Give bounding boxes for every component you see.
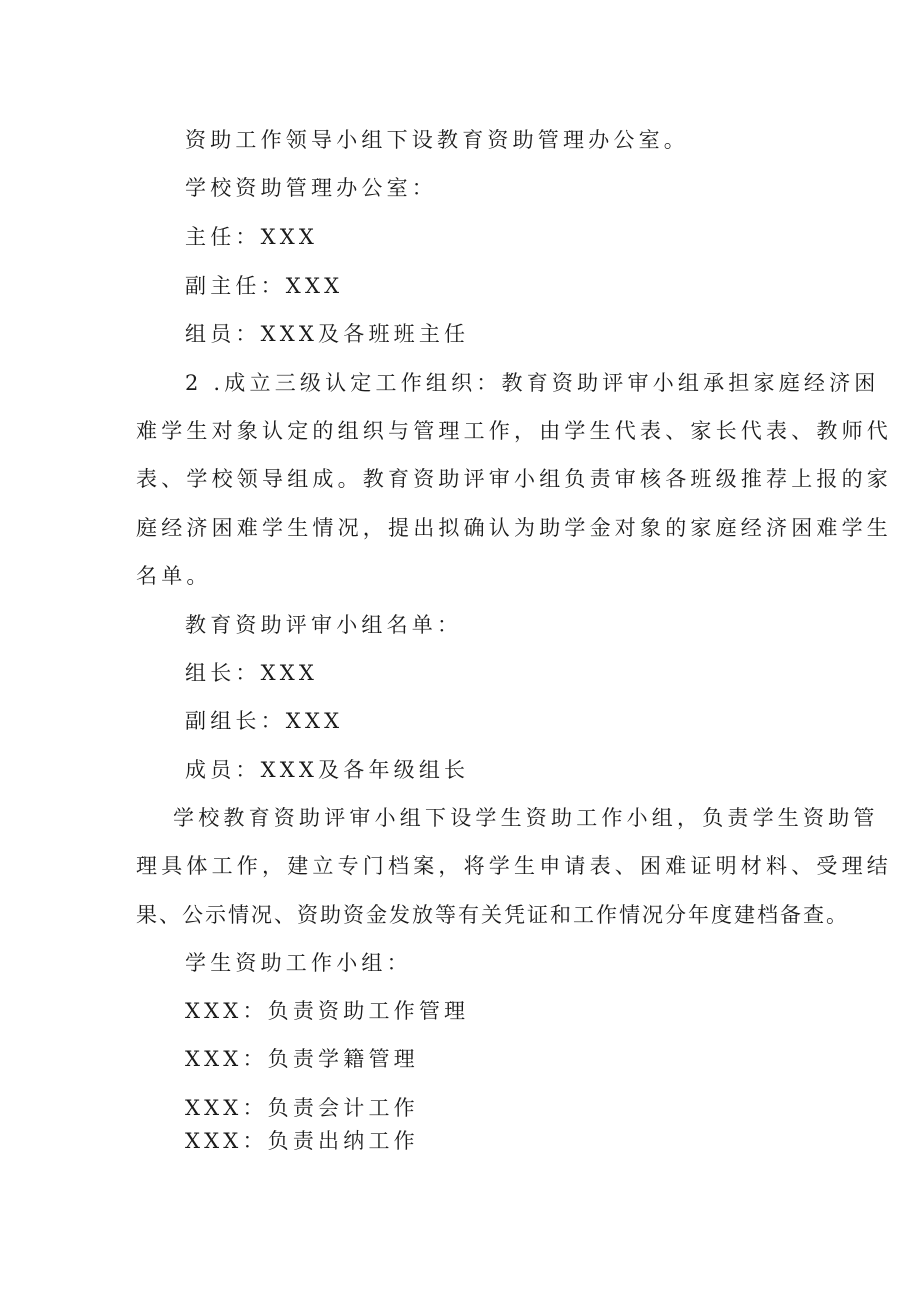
paragraph-line: 难学生对象认定的组织与管理工作，由学生代表、家长代表、教师代 bbox=[136, 419, 892, 443]
paragraph-line: 学校教育资助评审小组下设学生资助工作小组，负责学生资助管 bbox=[173, 806, 879, 830]
paragraph-line: 2 .成立三级认定工作组织：教育资助评审小组承担家庭经济困 bbox=[185, 371, 880, 395]
paragraph-line: 学校资助管理办公室： bbox=[185, 176, 437, 200]
paragraph-line: 成员：XXX及各年级组长 bbox=[185, 758, 470, 782]
paragraph-line: XXX：负责会计工作 bbox=[185, 1096, 419, 1120]
paragraph-line: 组长：XXX bbox=[185, 661, 319, 685]
paragraph-line: 主任：XXX bbox=[185, 225, 319, 249]
paragraph-line: XXX：负责出纳工作 bbox=[185, 1129, 419, 1153]
paragraph-line: 副组长：XXX bbox=[185, 709, 344, 733]
paragraph-line: 教育资助评审小组名单： bbox=[185, 613, 463, 637]
paragraph-line: 果、公示情况、资助资金发放等有关凭证和工作情况分年度建档备查。 bbox=[136, 903, 849, 927]
paragraph-line: 副主任：XXX bbox=[185, 274, 344, 298]
paragraph-line: 学生资助工作小组： bbox=[185, 951, 412, 975]
paragraph-line: 理具体工作，建立专门档案，将学生申请表、困难证明材料、受理结 bbox=[136, 854, 892, 878]
paragraph-line: 庭经济困难学生情况，提出拟确认为助学金对象的家庭经济困难学生 bbox=[136, 516, 892, 540]
paragraph-line: 资助工作领导小组下设教育资助管理办公室。 bbox=[185, 128, 689, 152]
paragraph-line: 名单。 bbox=[136, 564, 212, 588]
paragraph-line: XXX：负责学籍管理 bbox=[185, 1047, 419, 1071]
paragraph-line: XXX：负责资助工作管理 bbox=[185, 999, 470, 1023]
paragraph-line: 组员：XXX及各班班主任 bbox=[185, 322, 470, 346]
paragraph-line: 表、学校领导组成。教育资助评审小组负责审核各班级推荐上报的家 bbox=[136, 467, 892, 491]
